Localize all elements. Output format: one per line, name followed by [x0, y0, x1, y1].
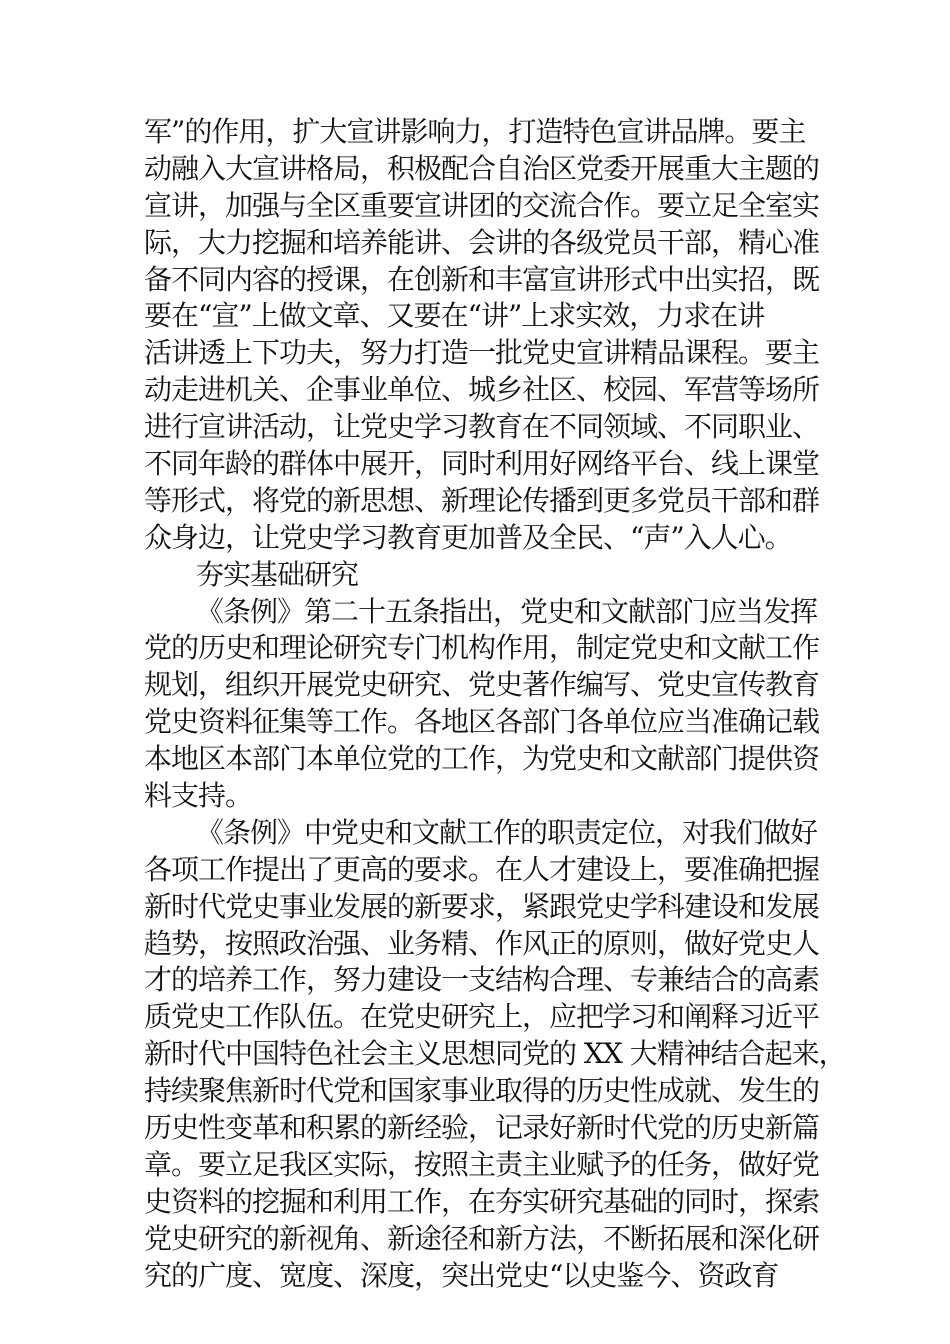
text-line: 历史性变革和积累的新经验，记录好新时代党的历史新篇	[144, 1111, 820, 1145]
text-line: 持续聚焦新时代党和国家事业取得的历史性成就、发生的	[144, 1074, 820, 1108]
text-line: 新时代中国特色社会主义思想同党的 XX 大精神结合起来，	[144, 1037, 846, 1071]
text-line: 要在“宣”上做文章、又要在“讲”上求实效，力求在讲	[144, 299, 765, 333]
text-line: 史资料的挖掘和利用工作，在夯实研究基础的同时，探索	[144, 1184, 820, 1218]
text-line: 党的历史和理论研究专门机构作用，制定党史和文献工作	[144, 631, 820, 665]
text-line: 本地区本部门本单位党的工作，为党史和文献部门提供资	[144, 742, 820, 776]
text-line: 料支持。	[144, 779, 253, 813]
text-line: 际，大力挖掘和培养能讲、会讲的各级党员干部，精心准	[144, 225, 820, 259]
text-line: 宣讲，加强与全区重要宣讲团的交流合作。要立足全室实	[144, 188, 820, 222]
text-line: 党史资料征集等工作。各地区各部门各单位应当准确记载	[144, 705, 820, 739]
text-line: 《条例》中党史和文献工作的职责定位，对我们做好	[196, 815, 818, 849]
text-line: 趋势，按照政治强、业务精、作风正的原则，做好党史人	[144, 926, 820, 960]
text-line: 军”的作用，扩大宣讲影响力，打造特色宣讲品牌。要主	[144, 115, 806, 148]
text-line: 才的培养工作，努力建设一支结构合理、专兼结合的高素	[144, 963, 820, 997]
text-line: 规划，组织开展党史研究、党史著作编写、党史宣传教育	[144, 668, 820, 702]
text-line: 动走进机关、企事业单位、城乡社区、校园、军营等场所	[144, 373, 820, 407]
text-line: 众身边，让党史学习教育更加普及全民、“声”入人心。	[144, 520, 792, 554]
text-line: 各项工作提出了更高的要求。在人才建设上，要准确把握	[144, 852, 820, 886]
text-line: 进行宣讲活动，让党史学习教育在不同领域、不同职业、	[144, 410, 820, 444]
text-line: 等形式，将党的新思想、新理论传播到更多党员干部和群	[144, 483, 820, 517]
text-line: 质党史工作队伍。在党史研究上，应把学习和阐释习近平	[144, 1000, 820, 1034]
body-text	[144, 114, 846, 1295]
text-line: 备不同内容的授课，在创新和丰富宣讲形式中出实招，既	[144, 262, 820, 296]
text-line: 究的广度、宽度、深度，突出党史“以史鉴今、资政育	[144, 1258, 779, 1292]
text-line: 新时代党史事业发展的新要求，紧跟党史学科建设和发展	[144, 889, 820, 923]
text-line: 动融入大宣讲格局，积极配合自治区党委开展重大主题的	[144, 151, 820, 185]
text-line: 活讲透上下功夫，努力打造一批党史宣讲精品课程。要主	[144, 336, 820, 370]
text-line: 不同年龄的群体中展开，同时利用好网络平台、线上课堂	[144, 447, 820, 481]
section-heading: 夯实基础研究	[196, 557, 359, 591]
text-line: 《条例》第二十五条指出，党史和文献部门应当发挥	[196, 594, 818, 628]
text-line: 章。要立足我区实际，按照主责主业赋予的任务，做好党	[144, 1147, 820, 1181]
text-line: 党史研究的新视角、新途径和新方法，不断拓展和深化研	[144, 1221, 820, 1255]
